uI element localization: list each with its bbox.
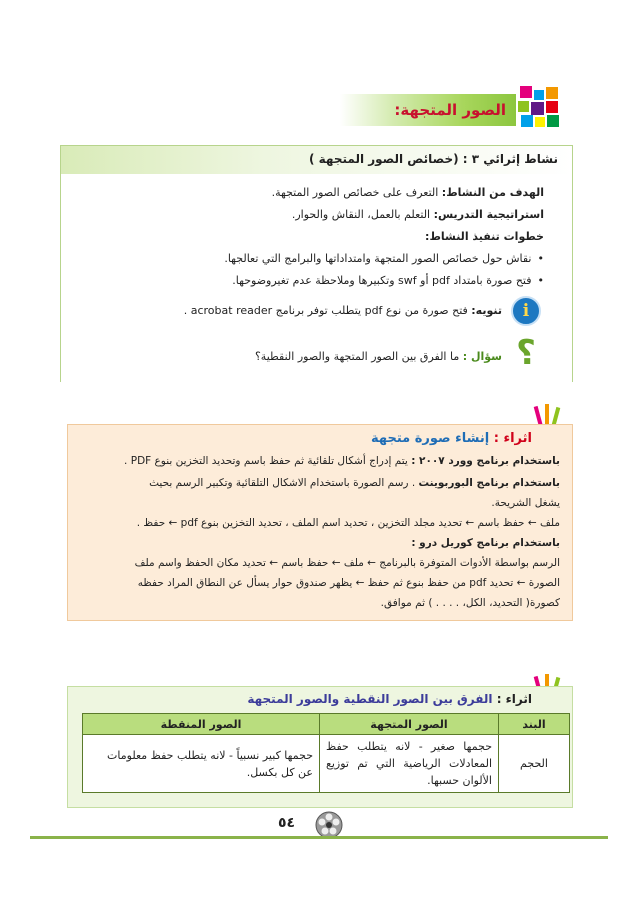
- enrichment-label: اثراء :: [493, 431, 532, 446]
- step-item: [232, 274, 544, 287]
- note-text: فتح صورة من نوع pdf يتطلب توفر برنامج acrobat reader .: [183, 304, 472, 317]
- goal-label: الهدف من النشاط:: [441, 186, 544, 199]
- page-number: ٥٤: [278, 815, 296, 831]
- table-cell: الحجم: [499, 735, 570, 793]
- table-row: [83, 735, 570, 793]
- question-text: ما الفرق بين الصور المتجهة والصور النقطية؟: [254, 350, 463, 363]
- activity-header-text: نشاط إثرائي ٣ : (خصائص الصور المتجهة ): [308, 152, 558, 166]
- table-header-cell: البند: [499, 714, 570, 735]
- enrichment-line: [137, 517, 560, 529]
- goal-text: التعرف على خصائص الصور المتجهة.: [271, 186, 442, 199]
- activity-header: [61, 146, 572, 174]
- goal-line: [272, 186, 544, 199]
- comparison-title: الفرق بين الصور النقطية والصور المتجهة: [247, 692, 497, 706]
- enrichment-line: [138, 577, 560, 589]
- enrichment-line: [491, 497, 560, 509]
- question-line: [255, 350, 502, 363]
- enrichment-heading: [371, 431, 532, 446]
- enrichment-line-bold: باستخدام برنامج وورد ٢٠٠٧ :: [411, 455, 560, 467]
- step-item-text: نقاش حول خصائص الصور المتجهة وامتداداتها والبرامج التي تعالجها.: [224, 252, 532, 265]
- comparison-label: اثراء :: [496, 692, 532, 706]
- strategy-label: استراتيجية التدريس:: [433, 208, 544, 221]
- enrichment-line: [411, 537, 560, 549]
- enrichment-line-text: ملف ← حفظ باسم ← تحديد مجلد التخزين ، تحديد اسم الملف ، تحديد التخزين بنوع pdf ← حفظ .: [136, 517, 560, 529]
- enrichment-line-text: كصورة( التحديد، الكل، . . . . ) ثم موافق.: [380, 597, 560, 609]
- footer-divider: [30, 836, 608, 839]
- section-title-bar: [340, 94, 516, 126]
- activity-box: [60, 145, 573, 382]
- enrichment-line-text: الصورة ← تحديد pdf من حفظ بنوع ثم حفظ ← يظهر صندوق حوار يسأل عن النطاق المراد حفظه: [137, 577, 560, 589]
- question-mark-icon: ؟: [516, 333, 536, 373]
- enrichment-box-create-vector: [67, 424, 573, 621]
- note-label: تنويه:: [471, 304, 502, 317]
- activity-body: [61, 174, 572, 383]
- info-icon: i: [511, 296, 541, 326]
- colorful-blocks-icon: [516, 84, 562, 130]
- enrichment-title: إنشاء صورة متجهة: [371, 431, 494, 446]
- enrichment-line-text: الرسم بواسطة الأدوات المتوفرة بالبرنامج ← ملف ← حفظ باسم ← تحديد مكان الحفظ واسم ملف: [134, 557, 560, 569]
- section-title: الصور المتجهة:: [394, 101, 506, 119]
- enrichment-line: [124, 455, 560, 467]
- table-cell: حجمها كبير نسبياً - لانه يتطلب حفظ معلومات عن كل بكسل.: [83, 735, 320, 793]
- strategy-text: التعلم بالعمل، النقاش والحوار.: [291, 208, 434, 221]
- comparison-table: [82, 713, 570, 793]
- note-line: [184, 304, 502, 317]
- table-header-cell: الصور المتجهة: [320, 714, 499, 735]
- enrichment-line: [381, 597, 560, 609]
- enrichment-line: [149, 477, 560, 489]
- enrichment-box-comparison: [67, 686, 573, 808]
- table-header-cell: الصور المنقطة: [83, 714, 320, 735]
- enrichment-line-text: . رسم الصورة باستخدام الاشكال التلقائية وتكبير الرسم بحيث: [149, 477, 419, 489]
- enrichment-line-text: يشغل الشريحة.: [491, 497, 560, 509]
- table-cell: حجمها صغير - لانه يتطلب حفظ المعادلات الرياضية التي تم توزيع الألوان حسبها.: [320, 735, 499, 793]
- steps-label: خطوات تنفيذ النشاط:: [425, 230, 544, 243]
- enrichment-line-text: يتم إدراج أشكال تلقائية ثم حفظ باسم وتحديد التخزين بنوع PDF .: [124, 455, 412, 467]
- enrichment-line-bold: باستخدام برنامج كوريل درو :: [411, 537, 560, 549]
- enrichment-line-bold: باستخدام برنامج البوربوينت: [418, 477, 560, 489]
- question-label: سؤال :: [462, 350, 502, 363]
- enrichment-line: [135, 557, 560, 569]
- comparison-heading: [247, 692, 532, 706]
- table-header-row: [83, 714, 570, 735]
- step-item: [224, 252, 544, 265]
- strategy-line: [292, 208, 544, 221]
- step-item-text: فتح صورة بامتداد pdf أو swf وتكبيرها وملاحظة عدم تغيروضوحها.: [232, 274, 532, 287]
